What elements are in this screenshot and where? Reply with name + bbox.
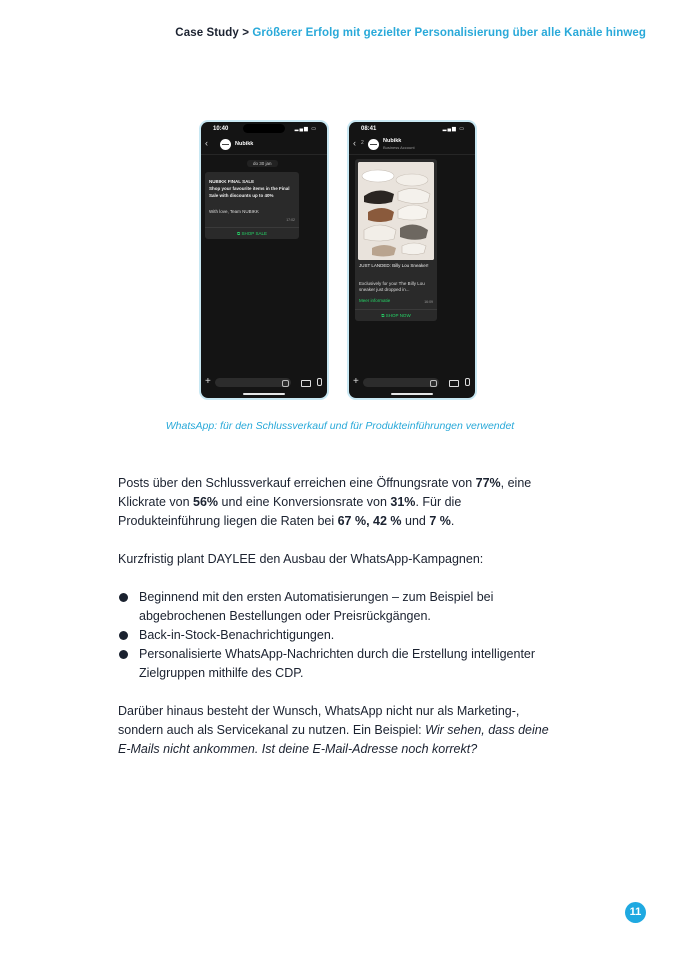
- bullet-icon: [119, 593, 128, 602]
- message-title: NUBIKK FINAL SALE: [209, 179, 255, 184]
- plan-list: [118, 588, 558, 683]
- contact-avatar[interactable]: [220, 139, 231, 150]
- sticker-icon[interactable]: [282, 380, 289, 387]
- message-signature: With love, Team NUBIKK: [209, 209, 259, 214]
- page-number: 11: [625, 902, 646, 923]
- message-title: JUST LANDED: Billy Lou Sneaker!: [359, 263, 429, 268]
- stat-click-rate: 56%: [193, 495, 219, 509]
- stat-conversion-rate: 31%: [390, 495, 416, 509]
- message-body: Exclusively for you! The Billy Lou sneaker just dropped in...: [359, 281, 425, 292]
- paragraph-rates: [118, 474, 558, 531]
- camera-icon[interactable]: [449, 380, 459, 387]
- plus-icon[interactable]: +: [353, 376, 359, 387]
- back-arrow-icon[interactable]: ‹: [205, 138, 208, 148]
- shop-sale-button[interactable]: [205, 227, 299, 240]
- message-bubble: [205, 172, 299, 239]
- microphone-icon[interactable]: [317, 378, 322, 386]
- bullet-icon: [119, 631, 128, 640]
- message-timestamp: 17:02: [286, 218, 295, 222]
- back-arrow-icon[interactable]: ‹: [353, 138, 356, 148]
- list-item: [118, 645, 558, 683]
- message-timestamp: 16:09: [424, 300, 433, 304]
- sneakers-illustration: [358, 162, 434, 260]
- text-run: Posts über den Schlussverkauf erreichen eine Öffnungsrate von: [118, 476, 476, 490]
- breadcrumb-parent: Case Study: [175, 27, 239, 39]
- list-item-text: Back-in-Stock-Benachrichtigungen.: [139, 628, 335, 642]
- phone-screenshot-sale: [199, 120, 329, 400]
- unread-count: 2: [361, 140, 364, 146]
- message-bubble: [355, 159, 437, 321]
- stat-launch-conversion: 7 %: [429, 514, 451, 528]
- list-item-text: Beginnend mit den ersten Automatisierungen – zum Beispiel bei abgebrochenen Bestellungen oder Preisrückgängen.: [139, 590, 494, 623]
- text-run: und: [401, 514, 430, 528]
- external-link-icon: ⧉: [381, 313, 386, 318]
- cta-label: SHOP SALE: [241, 231, 267, 236]
- phone-screenshot-launch: [347, 120, 477, 400]
- text-run: . Für die Produkteinführung liegen die Raten bei: [118, 495, 462, 528]
- body-text: [118, 474, 558, 759]
- message-composer: [201, 376, 327, 390]
- list-item: [118, 626, 558, 645]
- message-input[interactable]: [215, 378, 291, 387]
- microphone-icon[interactable]: [465, 378, 470, 386]
- contact-subtitle: Business Account: [383, 145, 415, 150]
- contact-name: Nubikk: [235, 141, 254, 147]
- stat-open-rate: 77%: [475, 476, 501, 490]
- bullet-icon: [119, 650, 128, 659]
- signal-battery-icon: ▂▄▆ ▭: [294, 126, 317, 132]
- sneaker-product-image[interactable]: [358, 162, 434, 260]
- chat-header: [349, 137, 475, 155]
- chat-header: [201, 137, 327, 155]
- phone-screen: [201, 122, 327, 398]
- shop-now-button[interactable]: [355, 309, 437, 322]
- breadcrumb-current: Größerer Erfolg mit gezielter Personalisierung über alle Kanäle hinweg: [252, 27, 646, 39]
- text-run: und eine Konversionsrate von: [218, 495, 391, 509]
- figure-caption: WhatsApp: für den Schlussverkauf und für Produkteinführungen verwendet: [165, 420, 515, 432]
- paragraph-service: [118, 702, 558, 759]
- message-body: Shop your favourite items in the Final Sale with discounts up to 40%: [209, 186, 290, 198]
- stat-launch-rates: 67 %, 42 %: [337, 514, 402, 528]
- plus-icon[interactable]: +: [205, 376, 211, 387]
- status-bar: [211, 126, 317, 134]
- page-header: [175, 27, 646, 39]
- example-quote: Wir sehen, dass deine E-Mails nicht ankommen. Ist deine E-Mail-Adresse noch korrekt?: [118, 723, 549, 756]
- text-run: , eine Klickrate von: [118, 476, 532, 509]
- paragraph-plan: Kurzfristig plant DAYLEE den Ausbau der WhatsApp-Kampagnen:: [118, 552, 484, 566]
- status-time: 08:41: [361, 126, 377, 132]
- status-bar: [359, 126, 465, 134]
- phone-screen: [349, 122, 475, 398]
- sticker-icon[interactable]: [430, 380, 437, 387]
- home-indicator: [243, 393, 285, 395]
- signal-battery-icon: ▂▄▆ ▭: [442, 126, 465, 132]
- text-run: .: [450, 514, 455, 528]
- more-info-link[interactable]: Meer informatie: [359, 298, 391, 303]
- camera-icon[interactable]: [301, 380, 311, 387]
- message-composer: [349, 376, 475, 390]
- text-run: Darüber hinaus besteht der Wunsch, WhatsApp nicht nur als Marketing-, sondern auch als Servicekanal zu nutzen. Ein Beispiel:: [118, 704, 520, 737]
- status-time: 10:40: [213, 126, 229, 132]
- date-label: do 30 jan: [247, 160, 278, 167]
- cta-label: SHOP NOW: [385, 313, 411, 318]
- external-link-icon: ⧉: [237, 231, 242, 236]
- list-item: [118, 588, 558, 626]
- list-item-text: Personalisierte WhatsApp-Nachrichten durch die Erstellung intelligenter Zielgruppen mithilfe des CDP.: [139, 647, 536, 680]
- home-indicator: [391, 393, 433, 395]
- breadcrumb-separator: >: [242, 27, 250, 39]
- message-input[interactable]: [363, 378, 439, 387]
- contact-name: Nubikk: [383, 138, 402, 144]
- contact-avatar[interactable]: [368, 139, 379, 150]
